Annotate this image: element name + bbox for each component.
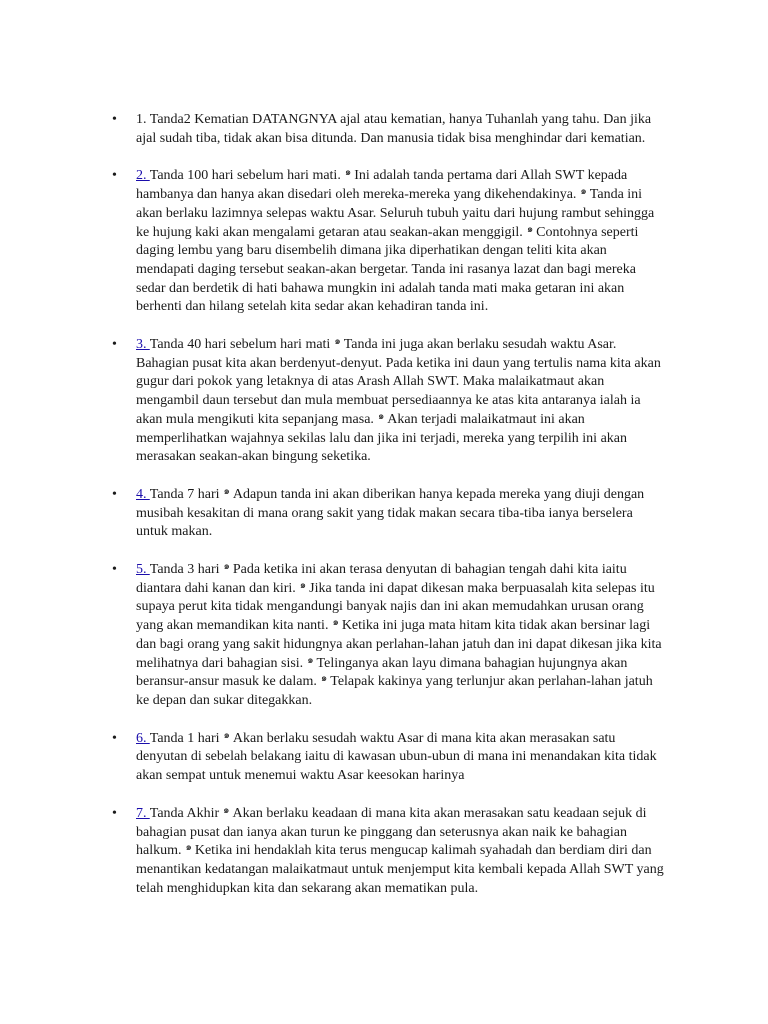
item-text: Tanda ini juga akan berlaku sesudah waktu Asar. Bahagian pusat kita akan berdenyut-denyut. Pada ketika ini daun yang tertulis nama kita akan gugur dari pokok yang letaknya di atas Arash Allah SWT. Maka malaikatmaut akan mengambil daun tersebut dan mula membuat persediaannya ke atas kita antaranya ialah ia akan mula mengikuti kita sepanjang masa.: [136, 337, 661, 427]
item-number-link[interactable]: 5.: [136, 562, 150, 578]
bullet-icon: •: [112, 112, 117, 127]
item-text: Telinganya akan layu dimana bahagian hujungnya akan beransur-ansur masuk ke dalam.: [136, 655, 628, 690]
inline-glyph-icon: ๑: [332, 617, 339, 629]
bullet-icon: •: [112, 730, 117, 746]
inline-glyph-icon: ๑: [299, 579, 307, 591]
item-number-link[interactable]: 3.: [136, 337, 150, 353]
item-text: 1. Tanda2 Kematian DATANGNYA ajal atau kematian, hanya Tuhanlah yang tahu. Dan jika ajal sudah tiba, tidak akan bisa ditunda. Dan manusia tidak bisa menghindar dari kematian.: [136, 112, 652, 146]
inline-glyph-icon: ๑: [526, 223, 534, 235]
item-text: Tanda 3 hari: [149, 562, 220, 578]
inline-glyph-icon: ๑: [580, 186, 587, 198]
item-text: Ketika ini hendaklah kita terus mengucap kalimah syahadah dan berdiam diri dan menantikan kedatangan malaikatmaut untuk menjemput kita kembali kepada Allah SWT yang telah menghidupkan kita dan sekarang akan mematikan pula.: [136, 843, 664, 896]
item-text: Tanda Akhir: [149, 805, 220, 821]
list-item: [0, 167, 664, 317]
signs-list: [0, 111, 768, 917]
list-item: [0, 111, 664, 148]
list-item: [0, 805, 664, 899]
inline-glyph-icon: ๑: [223, 485, 230, 497]
item-number-link[interactable]: 6.: [136, 730, 150, 746]
item-text: Pada ketika ini akan terasa denyutan di bahagian tengah dahi kita iaitu diantara dahi kanan dan kiri.: [136, 562, 627, 596]
bullet-icon: •: [112, 805, 117, 821]
item-text: Adapun tanda ini akan diberikan hanya kepada mereka yang diuji dengan musibah kesakitan di mana orang sakit yang tidak makan secara tiba-tiba ianya berselera untuk makan.: [136, 486, 645, 540]
list-item: [0, 336, 664, 467]
list-item: [0, 730, 664, 786]
item-text: Tanda ini akan berlaku lazimnya selepas waktu Asar. Seluruh tubuh yaitu dari hujung rambut sehingga ke hujung kaki akan mengalami getaran atau seakan-akan menggigil.: [136, 187, 655, 240]
item-text: Ini adalah tanda pertama dari Allah SWT kepada hambanya dan hanya akan disedari oleh mereka-mereka yang dikehendakinya.: [136, 168, 628, 203]
inline-glyph-icon: ๑: [223, 804, 230, 816]
item-number-link[interactable]: 7.: [136, 805, 150, 821]
item-text: Tanda 40 hari sebelum hari mati: [149, 337, 331, 353]
inline-glyph-icon: ๑: [307, 654, 314, 666]
inline-glyph-icon: ๑: [320, 673, 328, 685]
bullet-icon: •: [112, 486, 117, 502]
item-text: Jika tanda ini dapat dikesan maka berpuasalah kita selepas itu supaya perut kita tidak mengandungi banyak najis dan ini akan memudahkan urusan orang yang akan memandikan kita nanti.: [136, 580, 655, 634]
inline-glyph-icon: ๑: [185, 842, 192, 854]
inline-glyph-icon: ๑: [377, 410, 385, 422]
item-number-link[interactable]: 2.: [136, 168, 150, 184]
inline-glyph-icon: ๑: [344, 167, 352, 179]
item-text: Contohnya seperti daging lembu yang baru disembelih dimana jika diperhatikan dengan teliti kita akan mendapati daging tersebut seakan-akan bergetar. Tanda ini rasanya lazat dan bagi mereka sedar dan berdetik di hati bahawa mungkin ini adalah tanda mati maka getaran ini akan berhenti dan hilang setelah kita sedar akan kehadiran tanda ini.: [136, 224, 639, 315]
item-text: Akan berlaku keadaan di mana kita akan merasakan satu keadaan sejuk di bahagian pusat dan ianya akan turun ke pinggang dan seterusnya akan naik ke bahagian halkum.: [136, 805, 647, 859]
bullet-icon: •: [112, 562, 117, 578]
item-text: Akan terjadi malaikatmaut ini akan memperlihatkan wajahnya sekilas lalu dan jika ini terjadi, mereka yang terpilih ini akan merasakan seakan-akan bingung seketika.: [136, 411, 627, 465]
item-text: Tanda 1 hari: [149, 730, 220, 746]
item-text: Telapak kakinya yang terlunjur akan perlahan-lahan jatuh ke depan dan sukar ditegakkan.: [136, 674, 653, 708]
list-item: [0, 486, 664, 542]
bullet-icon: •: [112, 168, 117, 184]
item-text: Akan berlaku sesudah waktu Asar di mana kita akan merasakan satu denyutan di sebelah belakang iaitu di kawasan ubun-ubun di mana ini menandakan kita tidak akan sempat untuk menemui waktu Asar keesokan harinya: [136, 730, 657, 784]
item-text: Tanda 7 hari: [149, 486, 220, 502]
item-text: Ketika ini juga mata hitam kita tidak akan bersinar lagi dan bagi orang yang sakit hidungnya akan perlahan-lahan jatuh dan ini dapat dikesan jika kita melihatnya dari bahagian sisi.: [136, 618, 662, 671]
item-number-link[interactable]: 4.: [136, 486, 150, 502]
item-text: Tanda 100 hari sebelum hari mati.: [149, 168, 341, 184]
list-item: [0, 561, 664, 711]
bullet-icon: •: [112, 337, 117, 353]
inline-glyph-icon: ๑: [223, 561, 230, 573]
inline-glyph-icon: ๑: [334, 336, 341, 348]
inline-glyph-icon: ๑: [223, 729, 230, 741]
